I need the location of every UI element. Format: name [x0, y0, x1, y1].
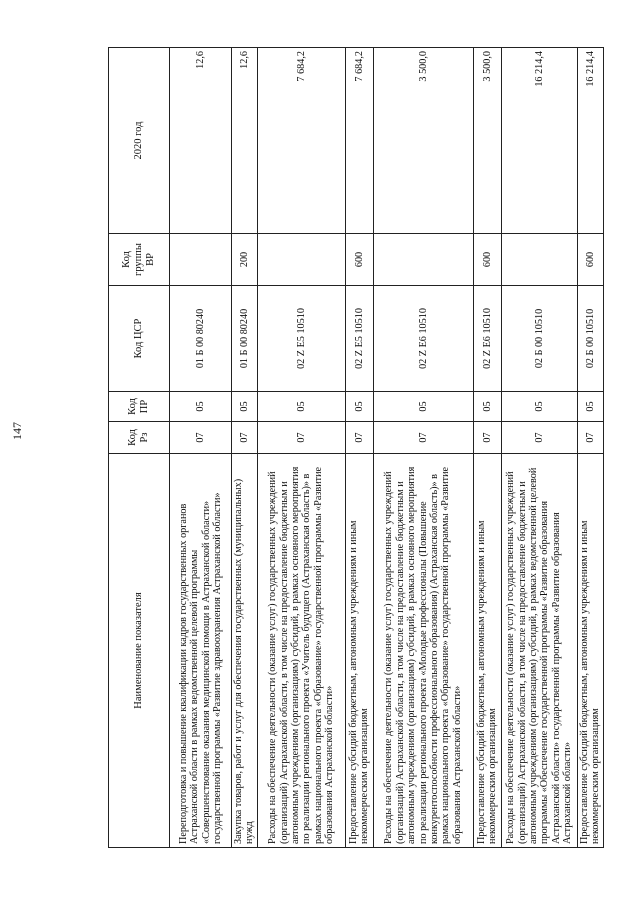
row-amount: 16 214,4 — [577, 48, 603, 234]
header-pr: Код ПР — [109, 392, 170, 422]
row-vr: 600 — [473, 234, 501, 286]
row-rz: 07 — [232, 422, 258, 454]
row-amount: 7 684,2 — [257, 48, 345, 234]
row-pr: 05 — [232, 392, 258, 422]
row-csr: 02 Б 00 10510 — [577, 286, 603, 392]
row-pr: 05 — [473, 392, 501, 422]
row-amount: 12,6 — [170, 48, 232, 234]
row-vr: 600 — [345, 234, 373, 286]
row-vr — [373, 234, 473, 286]
row-name: Переподготовка и повышение квалификации кадров государственных органов Астраханской области в рамках ведомственной целевой программы «Совершенствование оказания медицинской помощи в Астраханской области» государственной программы «Развитие здравоохранения Астраханской области» — [170, 454, 232, 848]
budget-table — [108, 47, 604, 848]
table-row — [170, 48, 232, 848]
row-rz: 07 — [170, 422, 232, 454]
row-vr — [501, 234, 577, 286]
row-amount: 3 500,0 — [373, 48, 473, 234]
row-rz: 07 — [577, 422, 603, 454]
table-row — [501, 48, 577, 848]
row-csr: 02 Б 00 10510 — [501, 286, 577, 392]
row-name: Расходы на обеспечение деятельности (оказание услуг) государственных учреждений (организаций) Астраханской области, в том числе на предоставление бюджетным и автономным учреждениям (организациям) субсидий, в рамках ведомственной целевой программы «Обеспечение государственной программы «Развитие образования Астраханской области» государственной программы «Развитие образования Астраханской области» — [501, 454, 577, 848]
table-row — [232, 48, 258, 848]
row-rz: 07 — [373, 422, 473, 454]
row-name: Предоставление субсидий бюджетным, автономным учреждениям и иным некоммерческим организациям — [473, 454, 501, 848]
row-name: Предоставление субсидий бюджетным, автономным учреждениям и иным некоммерческим организациям — [577, 454, 603, 848]
row-pr: 05 — [345, 392, 373, 422]
page-number: 147 — [10, 422, 24, 440]
row-pr: 05 — [170, 392, 232, 422]
row-csr: 01 Б 00 80240 — [232, 286, 258, 392]
header-rz: Код Рз — [109, 422, 170, 454]
table-row — [473, 48, 501, 848]
row-amount: 3 500,0 — [473, 48, 501, 234]
row-csr: 01 Б 00 80240 — [170, 286, 232, 392]
row-pr: 05 — [501, 392, 577, 422]
row-name: Расходы на обеспечение деятельности (оказание услуг) государственных учреждений (организаций) Астраханской области, в том числе на предоставление бюджетным и автономным учреждениям (организациям) субсидий, в рамках основного мероприятия по реализации регионального проекта «Учитель будущего (Астраханская область)» в рамках национального проекта «Образование» государственной программы «Развитие образования Астраханской области» — [257, 454, 345, 848]
row-name: Расходы на обеспечение деятельности (оказание услуг) государственных учреждений (организаций) Астраханской области, в том числе на предоставление бюджетным и автономным учреждениям (организациям) субсидий, в рамках основного мероприятия по реализации регионального проекта «Молодые профессионалы (Повышение конкурентоспособности профессионального образования) (Астраханская область)» в рамках национального проекта «Образование» государственной программы «Развитие образования Астраханской области» — [373, 454, 473, 848]
row-name: Предоставление субсидий бюджетным, автономным учреждениям и иным некоммерческим организациям — [345, 454, 373, 848]
header-vr: Код группы ВР — [109, 234, 170, 286]
table-row — [577, 48, 603, 848]
row-csr: 02 Z E6 10510 — [473, 286, 501, 392]
row-vr: 200 — [232, 234, 258, 286]
table-row — [257, 48, 345, 848]
row-amount: 16 214,4 — [501, 48, 577, 234]
row-rz: 07 — [257, 422, 345, 454]
row-csr: 02 Z E5 10510 — [345, 286, 373, 392]
table-row — [373, 48, 473, 848]
table-header-row — [109, 48, 170, 848]
row-rz: 07 — [501, 422, 577, 454]
header-name: Наименование показателя — [109, 454, 170, 848]
row-pr: 05 — [373, 392, 473, 422]
row-vr — [170, 234, 232, 286]
row-amount: 7 684,2 — [345, 48, 373, 234]
header-csr: Код ЦСР — [109, 286, 170, 392]
row-vr — [257, 234, 345, 286]
row-pr: 05 — [257, 392, 345, 422]
row-rz: 07 — [473, 422, 501, 454]
row-csr: 02 Z E6 10510 — [373, 286, 473, 392]
row-name: Закупка товаров, работ и услуг для обеспечения государственных (муниципальных) нужд — [232, 454, 258, 848]
row-amount: 12,6 — [232, 48, 258, 234]
header-year: 2020 год — [109, 48, 170, 234]
row-csr: 02 Z E5 10510 — [257, 286, 345, 392]
rotated-table-container — [108, 48, 602, 848]
row-rz: 07 — [345, 422, 373, 454]
row-pr: 05 — [577, 392, 603, 422]
table-row — [345, 48, 373, 848]
row-vr: 600 — [577, 234, 603, 286]
